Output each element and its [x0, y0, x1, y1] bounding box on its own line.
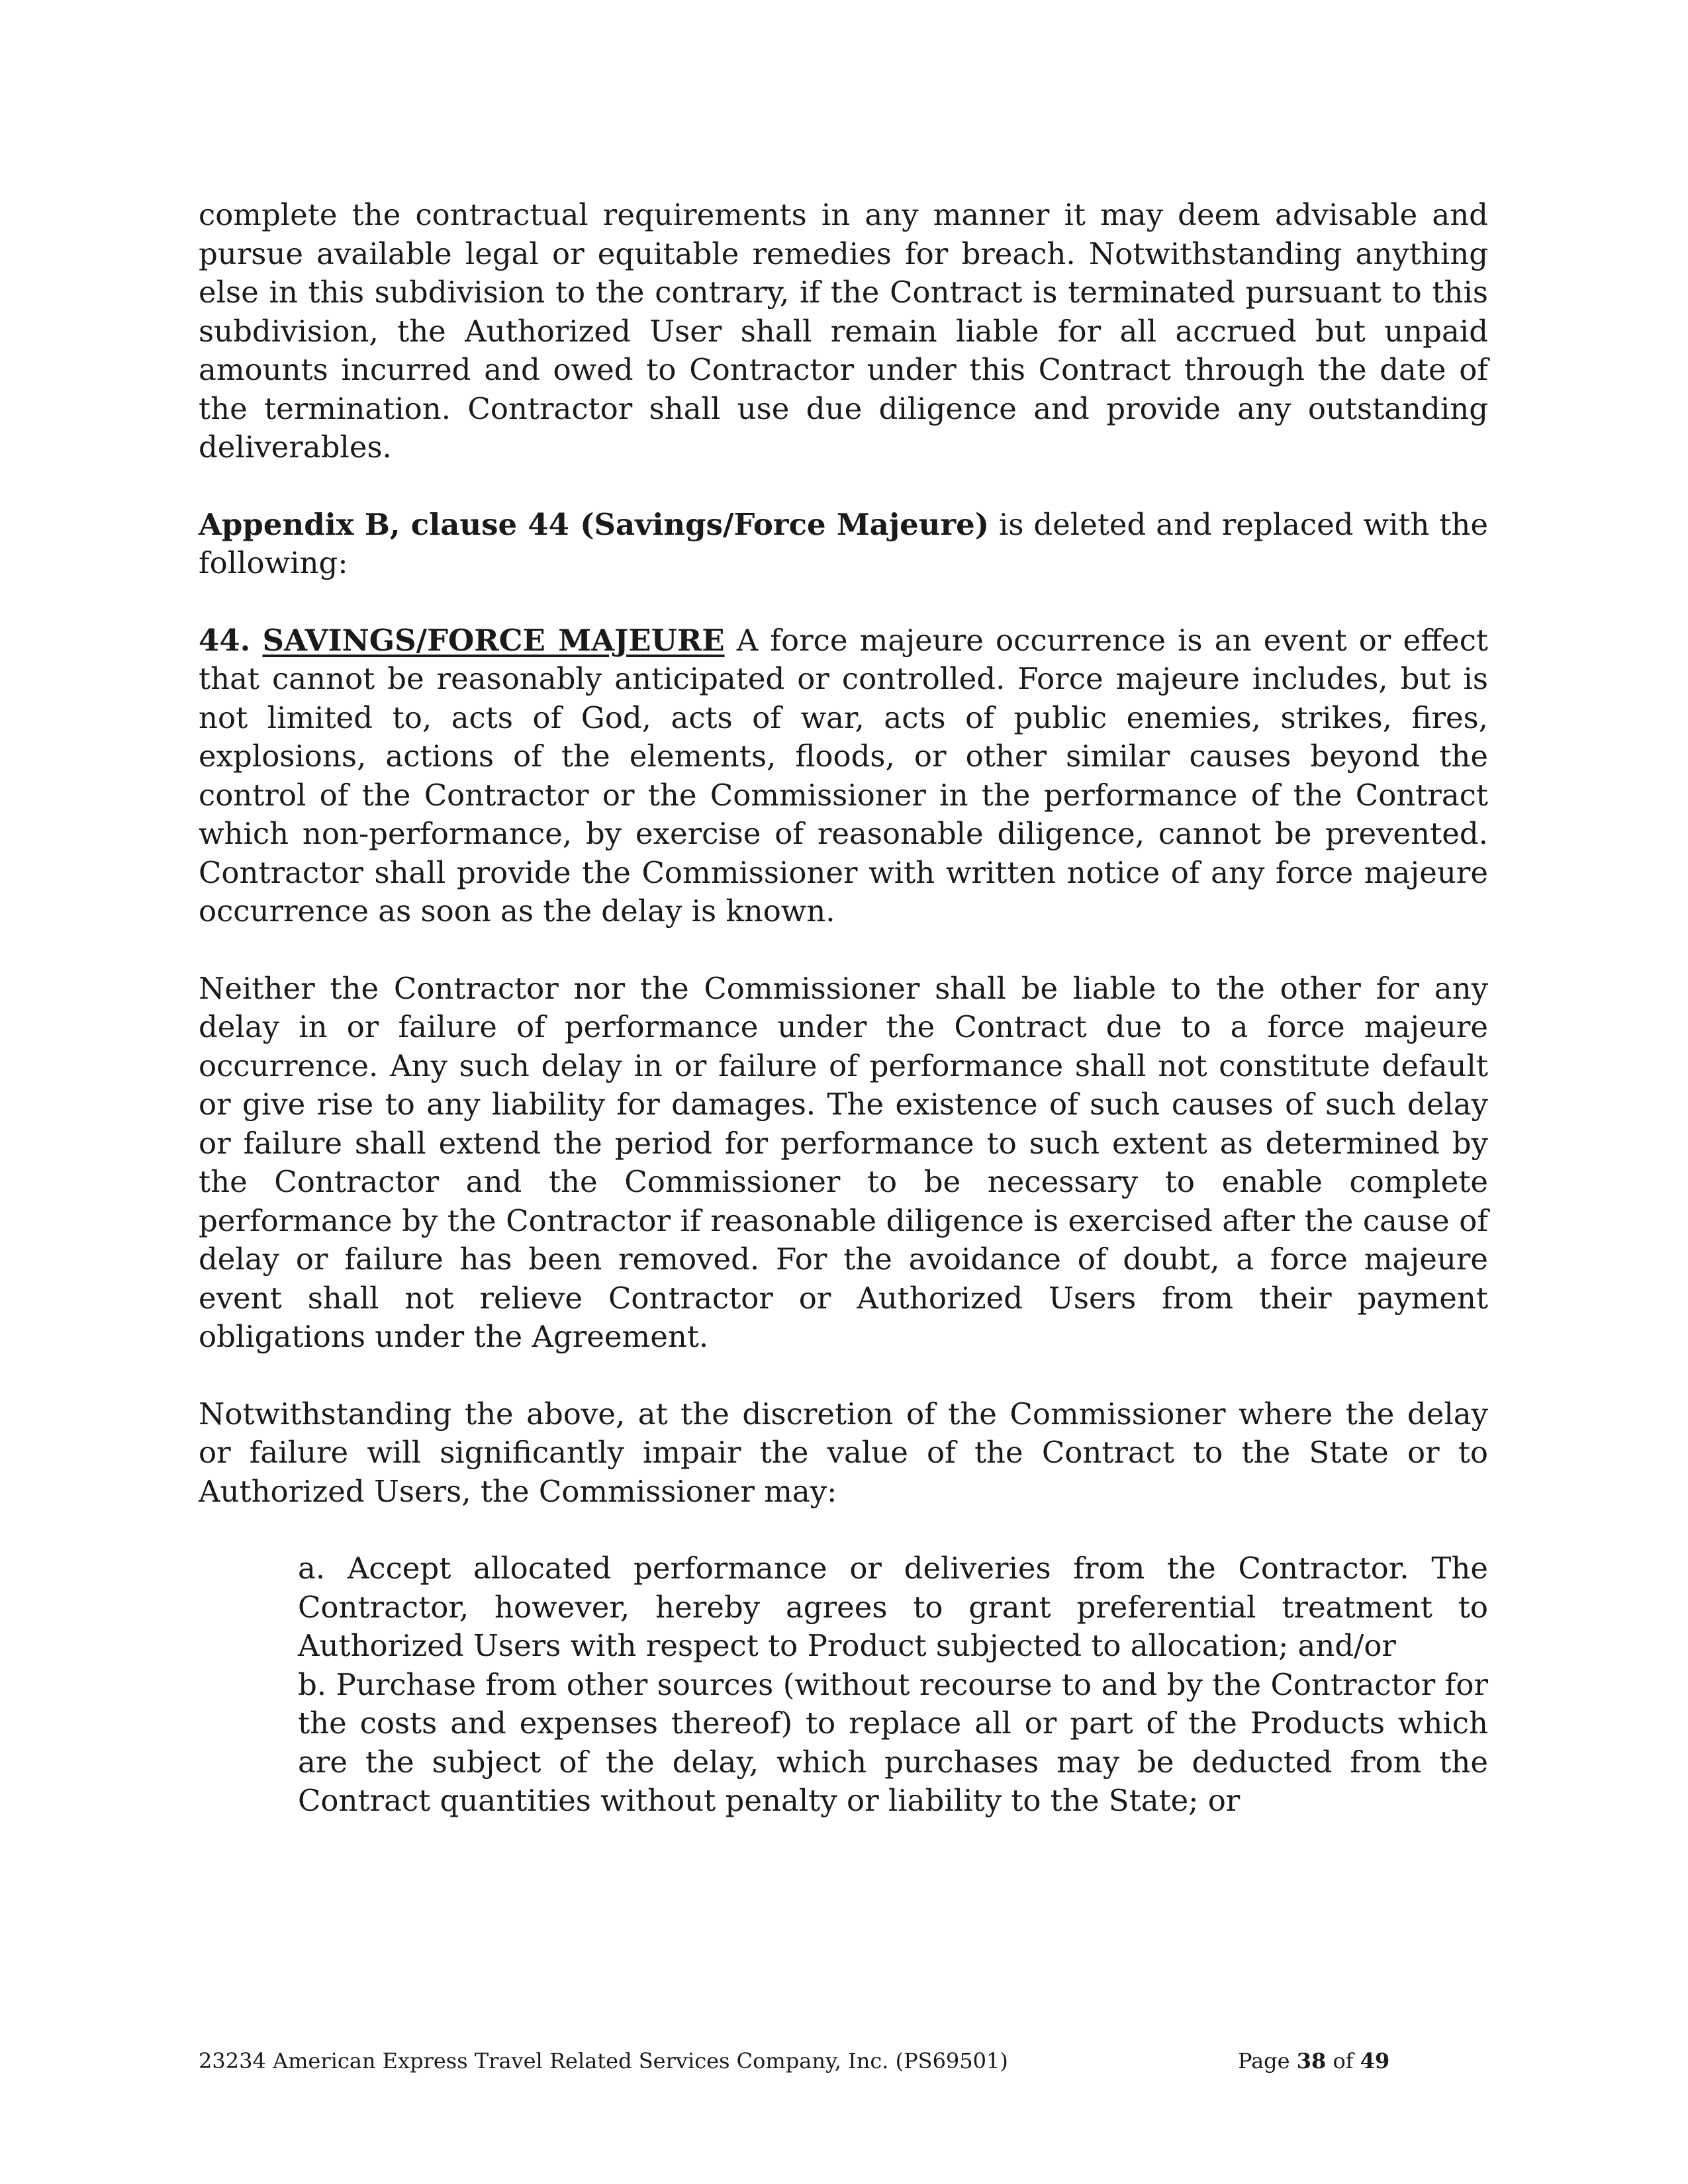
paragraph-liability: Neither the Contractor nor the Commissioner shall be liable to the other for any delay in or failure of performance under the Contract due to a force majeure occurrence. Any such delay in or failure of performance shall not constitute default or give rise to any liability for damages. The existence of such causes of such delay or failure shall extend the period for performance to such extent as determined by the Contractor and the Commissioner to be necessary to enable complete performance by the Contractor if reasonable diligence is exercised after the cause of delay or failure has been removed. For the avoidance of doubt, a force majeure event shall not relieve Contractor or Authorized Users from their payment obligations under the Agreement. — [199, 970, 1488, 1354]
appendix-b-rest: is deleted and replaced with the following: — [199, 506, 1489, 580]
paragraph-force-majeure — [199, 621, 1488, 931]
page-number — [1238, 2048, 1389, 2073]
page-of: of — [1326, 2048, 1360, 2073]
list-item-b: b. Purchase from other sources (without recourse to and by the Contractor for the costs and expenses thereof) to replace all or part of the Products which are the subject of the delay, which purchases may be deducted from the Contract quantities without penalty or liability to the State; or — [298, 1666, 1488, 1818]
paragraph-termination: complete the contractual requirements in any manner it may deem advisable and pursue available legal or equitable remedies for breach. Notwithstanding anything else in this subdivision to the contrary, if the Contract is terminated pursuant to this subdivision, the Authorized User shall remain liable for all accrued but unpaid amounts incurred and owed to Contractor under this Contract through the date of the termination. Contractor shall use due diligence and provide any outstanding deliverables. — [199, 197, 1488, 465]
list-item-a: a. Accept allocated performance or deliveries from the Contractor. The Contractor, however, hereby agrees to grant preferential treatment to Authorized Users with respect to Product subjected to allocation; and/or — [298, 1551, 1488, 1663]
document-body — [199, 196, 1488, 1821]
section-heading: SAVINGS/FORCE MAJEURE — [262, 622, 725, 658]
force-majeure-text: A force majeure occurrence is an event or effect that cannot be reasonably anticipated or controlled. Force majeure includes, but is not limited to, acts of God, acts of war, acts of public enemies, strikes, fires, explosions, actions of the elements, floods, or other similar causes beyond the control of the Contractor or the Commissioner in the performance of the Contract which non-performance, by exercise of reasonable diligence, cannot be prevented. Contractor shall provide the Commissioner with written notice of any force majeure occurrence as soon as the delay is known. — [199, 622, 1489, 929]
options-list — [298, 1549, 1488, 1821]
paragraph-commissioner: Notwithstanding the above, at the discretion of the Commissioner where the delay or failure will significantly impair the value of the Contract to the State or to Authorized Users, the Commissioner may: — [199, 1396, 1488, 1509]
paragraph-appendix-b — [199, 506, 1488, 583]
page-prefix: Page — [1238, 2048, 1297, 2073]
footer-contract-label: 23234 American Express Travel Related Services Company, Inc. (PS69501) — [199, 2048, 1008, 2073]
page-total: 49 — [1360, 2048, 1390, 2073]
section-number: 44. — [199, 622, 251, 658]
page-current: 38 — [1296, 2048, 1327, 2073]
appendix-b-clause-ref: Appendix B, clause 44 (Savings/Force Majeure) — [199, 506, 990, 542]
